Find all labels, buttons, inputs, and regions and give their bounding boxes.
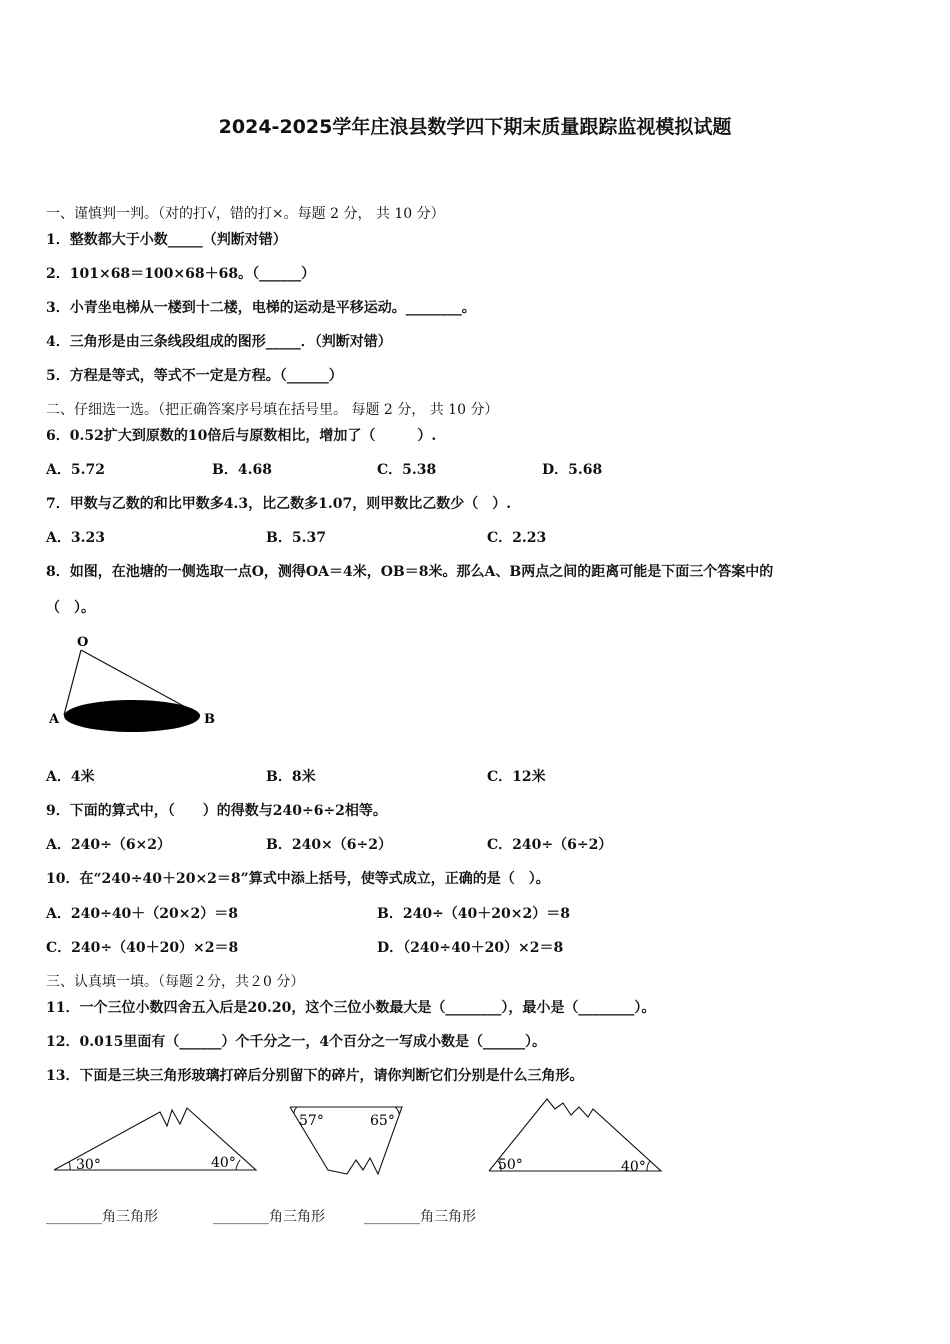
q13-answer-1: ________角三角形 bbox=[46, 1209, 158, 1225]
segment-oa bbox=[64, 650, 81, 715]
q10-option-d: D．（240÷40＋20）×2＝8 bbox=[377, 940, 564, 956]
pond-ellipse bbox=[64, 700, 200, 732]
q6-option-b: B．4.68 bbox=[212, 462, 272, 478]
angle-label: 50° bbox=[498, 1157, 523, 1173]
q9-option-a: A．240÷（6×2） bbox=[46, 837, 172, 853]
page-title: 2024-2025学年庄浪县数学四下期末质量跟踪监视模拟试题 bbox=[218, 116, 732, 138]
angle-label: 30° bbox=[76, 1157, 101, 1173]
label-a: A bbox=[49, 712, 60, 727]
q6-option-c: C．5.38 bbox=[377, 462, 437, 478]
q10-option-c: C．240÷（40＋20）×2＝8 bbox=[46, 940, 239, 956]
angle-label: 57° bbox=[299, 1113, 324, 1129]
question-9: 9．下面的算式中，（ ）的得数与240÷6÷2相等。 bbox=[46, 803, 387, 819]
glass-fragment-3 bbox=[485, 1093, 665, 1178]
q13-answer-3: ________角三角形 bbox=[364, 1209, 476, 1225]
question-13: 13．下面是三块三角形玻璃打碎后分别留下的碎片，请你判断它们分别是什么三角形。 bbox=[46, 1068, 584, 1084]
question-11: 11．一个三位小数四舍五入后是20.20，这个三位小数最大是（________），最小是（________）。 bbox=[46, 1000, 656, 1016]
question-1: 1．整数都大于小数_____（判断对错） bbox=[46, 232, 287, 248]
angle-label: 65° bbox=[370, 1113, 395, 1129]
q9-option-b: B．240×（6÷2） bbox=[266, 837, 392, 853]
q8-option-b: B．8米 bbox=[266, 769, 316, 785]
section1-heading: 一、谨慎判一判。（对的打√，错的打×。每题 2 分， 共 10 分） bbox=[46, 206, 445, 222]
q10-option-b: B．240÷（40＋20×2）＝8 bbox=[377, 906, 570, 922]
q9-option-c: C．240÷（6÷2） bbox=[487, 837, 613, 853]
q7-option-b: B．5.37 bbox=[266, 530, 326, 546]
section3-heading: 三、认真填一填。（每题２分，共２0 分） bbox=[46, 974, 305, 990]
pond-figure bbox=[44, 630, 224, 740]
angle-label: 40° bbox=[211, 1155, 236, 1171]
question-8-continued: （ ）。 bbox=[46, 600, 95, 616]
q8-option-a: A．4米 bbox=[46, 769, 95, 785]
label-b: B bbox=[204, 712, 215, 727]
angle-label: 40° bbox=[621, 1159, 646, 1175]
question-7: 7．甲数与乙数的和比甲数多4.3，比乙数多1.07，则甲数比乙数少（ ）. bbox=[46, 496, 512, 512]
q7-option-a: A．3.23 bbox=[46, 530, 105, 546]
q6-option-a: A．5.72 bbox=[46, 462, 105, 478]
question-6: 6．0.52扩大到原数的10倍后与原数相比，增加了（ ）. bbox=[46, 428, 437, 444]
glass-fragment-2 bbox=[285, 1100, 410, 1180]
question-5: 5．方程是等式，等式不一定是方程。（______） bbox=[46, 368, 343, 384]
question-12: 12．0.015里面有（______）个千分之一，4个百分之一写成小数是（______）。 bbox=[46, 1034, 547, 1050]
glass-fragment-1 bbox=[50, 1100, 260, 1178]
q13-answer-2: ________角三角形 bbox=[213, 1209, 325, 1225]
question-8: 8．如图，在池塘的一侧选取一点O，测得OA＝4米，OB＝8米。那么A、B两点之间的距离可能是下面三个答案中的 bbox=[46, 564, 774, 580]
q10-option-a: A．240÷40＋（20×2）＝8 bbox=[46, 906, 238, 922]
question-2: 2．101×68＝100×68＋68。（______） bbox=[46, 266, 316, 282]
question-4: 4．三角形是由三条线段组成的图形_____．（判断对错） bbox=[46, 334, 392, 350]
section2-heading: 二、仔细选一选。（把正确答案序号填在括号里。 每题 2 分， 共 10 分） bbox=[46, 402, 499, 418]
q6-option-d: D．5.68 bbox=[542, 462, 603, 478]
question-3: 3．小青坐电梯从一楼到十二楼，电梯的运动是平移运动。________。 bbox=[46, 300, 476, 316]
label-o: O bbox=[77, 635, 89, 650]
q7-option-c: C．2.23 bbox=[487, 530, 547, 546]
question-10: 10．在“240÷40＋20×2＝8”算式中添上括号，使等式成立，正确的是（ ）。 bbox=[46, 871, 550, 887]
q8-option-c: C．12米 bbox=[487, 769, 546, 785]
